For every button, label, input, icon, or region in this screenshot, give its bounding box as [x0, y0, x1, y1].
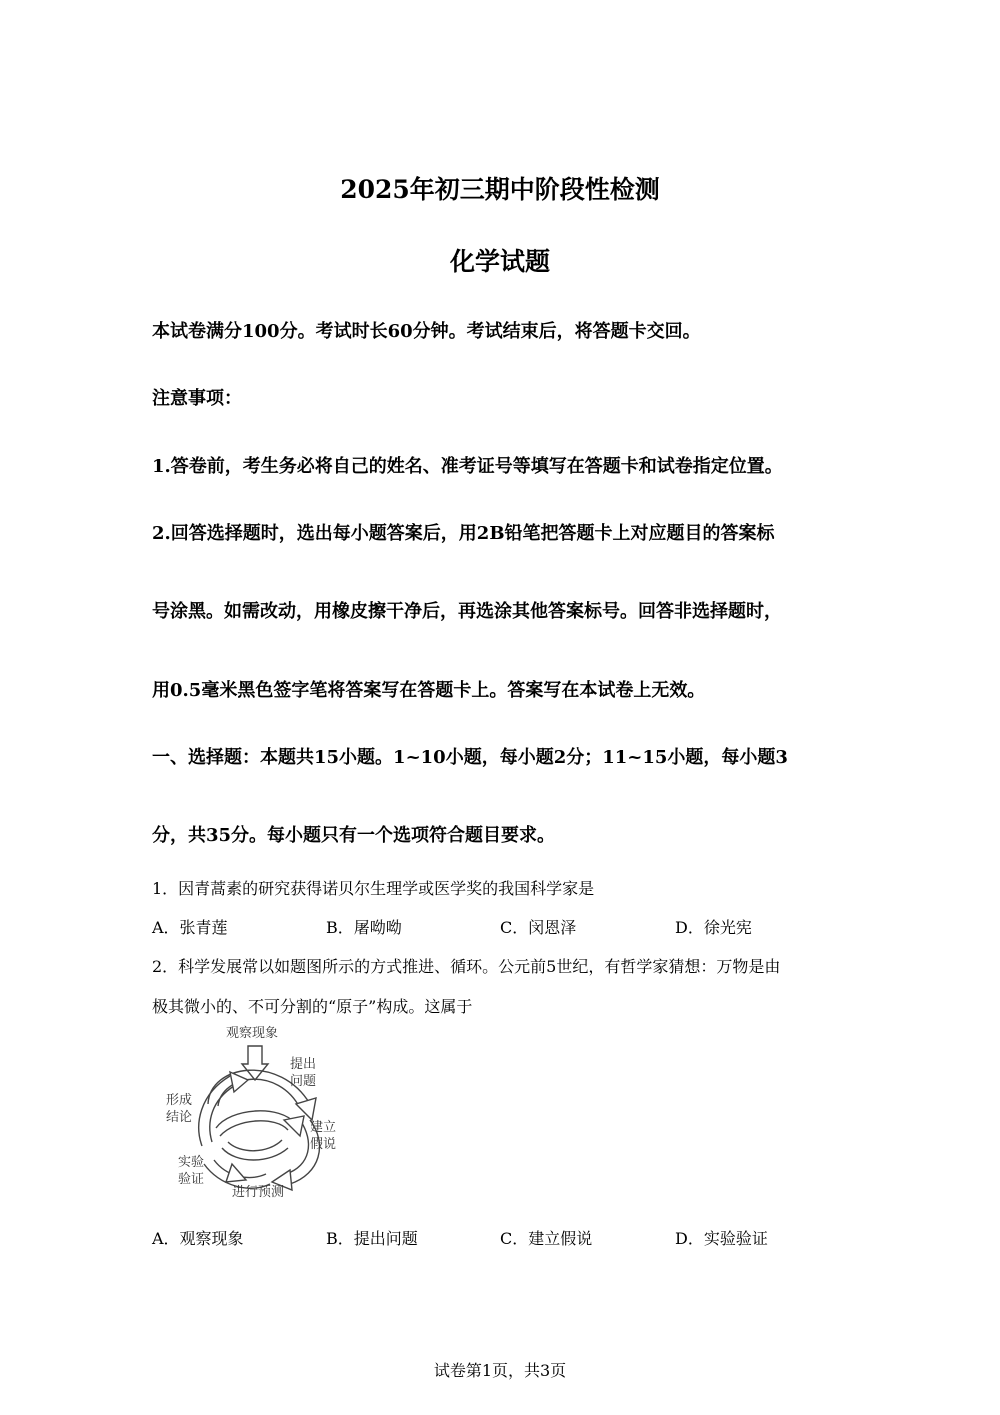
notice-item-2-line-1: 2.回答选择题时，选出每小题答案后，用2B铅笔把答题卡上对应题目的答案标 — [152, 523, 775, 544]
label-predict: 进行预测 — [232, 1185, 285, 1200]
label-verify-1: 实验 — [178, 1155, 205, 1170]
inner-swirl-bottom-inner — [228, 1140, 282, 1151]
intro-line: 本试卷满分100分。考试时长60分钟。考试结束后，将答题卡交回。 — [152, 321, 701, 342]
page-footer: 试卷第1页，共3页 — [433, 1361, 567, 1380]
question-2-stem-line-2: 极其微小的、不可分割的“原子”构成。这属于 — [152, 997, 473, 1016]
question-1-option-b[interactable]: B．屠呦呦 — [326, 918, 402, 937]
down-arrow-icon — [242, 1046, 268, 1080]
label-ask-1: 提出 — [290, 1057, 317, 1072]
question-1-option-c[interactable]: C．闵恩泽 — [500, 918, 577, 937]
question-2-option-c[interactable]: C．建立假说 — [500, 1229, 593, 1248]
inner-swirl-bottom — [222, 1148, 288, 1160]
arrow-head-verify-icon — [226, 1164, 246, 1182]
label-conclude-1: 形成 — [166, 1093, 193, 1108]
section-1-line-1: 一、选择题：本题共15小题。1~10小题，每小题2分；11~15小题，每小题3 — [152, 747, 788, 768]
science-cycle-diagram — [160, 1024, 360, 1206]
outer-arc-top-inner — [218, 1079, 300, 1108]
question-2-option-b[interactable]: B．提出问题 — [326, 1229, 418, 1248]
label-observe: 观察现象 — [226, 1026, 279, 1041]
question-1-stem: 1．因青蒿素的研究获得诺贝尔生理学或医学奖的我国科学家是 — [152, 879, 595, 898]
inner-arrow-head-icon — [284, 1116, 304, 1136]
label-conclude-2: 结论 — [166, 1110, 193, 1125]
question-1-option-d[interactable]: D．徐光宪 — [675, 918, 752, 937]
notice-item-1: 1.答卷前，考生务必将自己的姓名、准考证号等填写在答题卡和试卷指定位置。 — [152, 456, 783, 477]
question-2-option-d[interactable]: D．实验验证 — [675, 1229, 768, 1248]
question-2-stem-line-1: 2．科学发展常以如题图所示的方式推进、循环。公元前5世纪，有哲学家猜想：万物是由 — [152, 957, 781, 976]
notice-item-2-line-3: 用0.5毫米黑色签字笔将答案写在答题卡上。答案写在本试卷上无效。 — [152, 680, 706, 701]
inner-swirl-top-inner — [220, 1121, 288, 1136]
question-2-option-a[interactable]: A．观察现象 — [152, 1229, 244, 1248]
label-hypothesis-1: 建立 — [310, 1120, 337, 1135]
arrow-head-observe-icon — [230, 1072, 248, 1092]
exam-title: 2025年初三期中阶段性检测 — [340, 175, 660, 204]
exam-subtitle: 化学试题 — [449, 247, 550, 276]
notice-heading: 注意事项： — [152, 388, 242, 409]
label-ask-2: 问题 — [290, 1074, 317, 1089]
label-verify-2: 验证 — [178, 1172, 205, 1187]
label-hypothesis-2: 假说 — [310, 1137, 337, 1152]
section-1-line-2: 分，共35分。每小题只有一个选项符合题目要求。 — [152, 825, 556, 846]
question-1-option-a[interactable]: A．张青莲 — [152, 918, 228, 937]
notice-item-2-line-2: 号涂黑。如需改动，用橡皮擦干净后，再选涂其他答案标号。回答非选择题时， — [152, 601, 782, 622]
